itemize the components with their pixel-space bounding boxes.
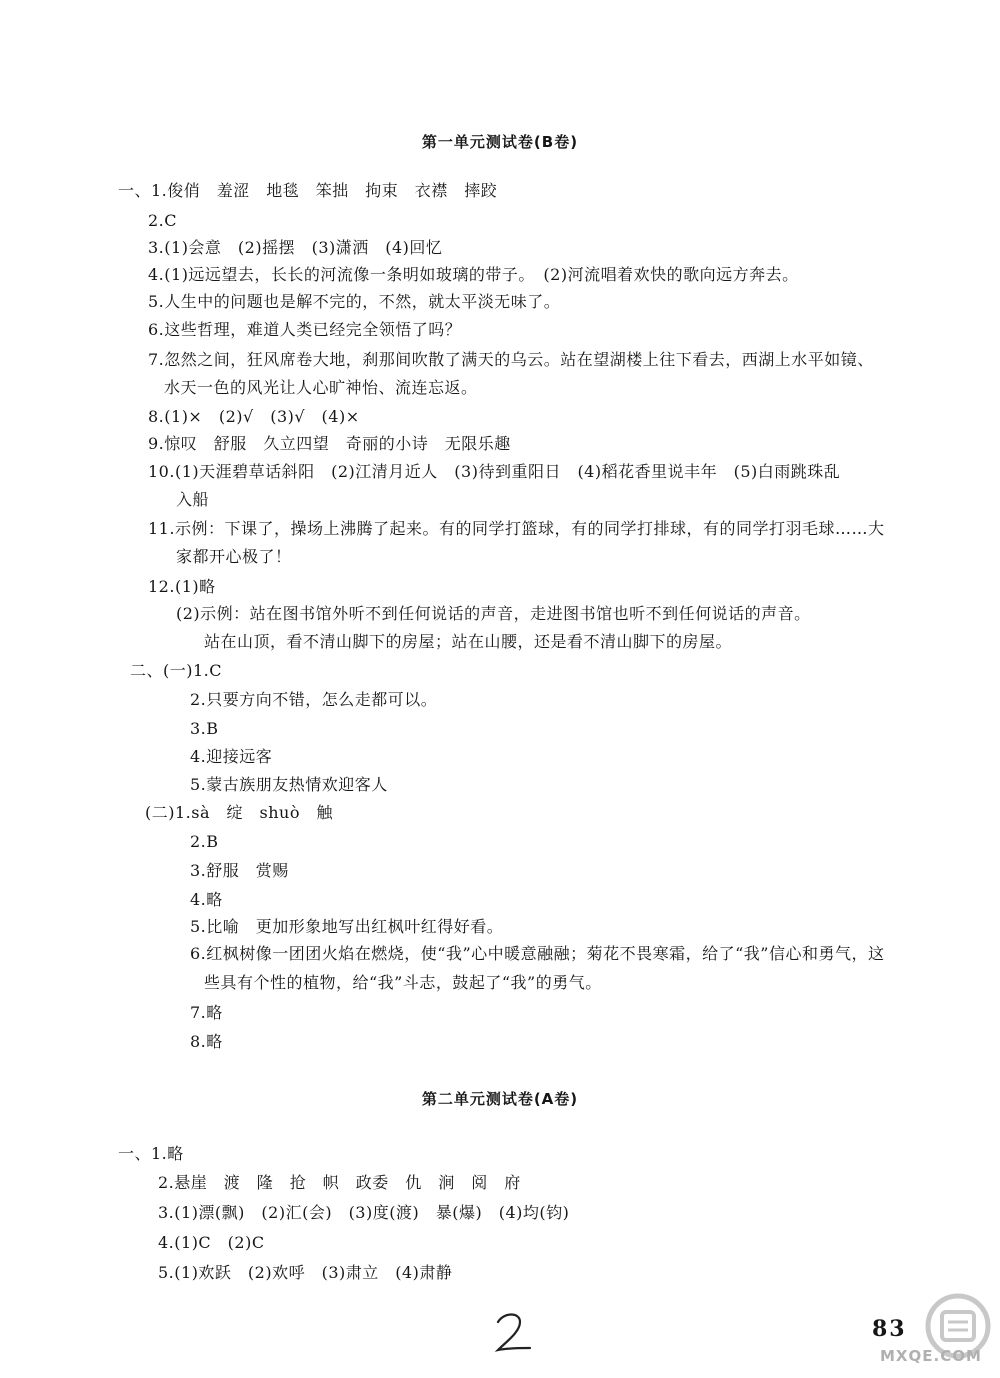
page-number: 83 xyxy=(872,1316,907,1342)
s1-line-11: 11.示例：下课了，操场上沸腾了起来。有的同学打篮球，有的同学打排球，有的同学打羽毛球……大 xyxy=(148,519,885,538)
s1-part2b-line-8: 8.略 xyxy=(190,1032,223,1051)
s2-line-2: 2.悬崖 渡 隆 抢 帜 政委 仇 涧 阅 府 xyxy=(158,1173,521,1192)
s1-part2b-line-1: (二)1.sà 绽 shuò 触 xyxy=(145,803,333,822)
s1-line-5: 5.人生中的问题也是解不完的，不然，就太平淡无味了。 xyxy=(148,292,561,311)
s1-line-3: 3.(1)会意 (2)摇摆 (3)潇洒 (4)回忆 xyxy=(148,238,443,257)
s2-line-1: 一、1.略 xyxy=(118,1144,184,1163)
section-1-title: 第一单元测试卷(B卷) xyxy=(421,133,579,151)
s1-line-10-cont: 入船 xyxy=(176,490,210,509)
section-2-title: 第二单元测试卷(A卷) xyxy=(421,1090,579,1108)
s1-line-2: 2.C xyxy=(148,211,178,230)
watermark-site-text: MXQE.COM xyxy=(880,1347,982,1365)
s1-part2-line-2: 2.只要方向不错，怎么走都可以。 xyxy=(190,690,438,709)
s1-part2b-line-4: 4.略 xyxy=(190,890,223,909)
s2-line-4: 4.(1)C (2)C xyxy=(158,1233,265,1252)
s1-line-4: 4.(1)远远望去，长长的河流像一条明如玻璃的带子。 (2)河流唱着欢快的歌向远方奔去。 xyxy=(148,265,799,284)
s1-part2b-line-5: 5.比喻 更加形象地写出红枫叶红得好看。 xyxy=(190,917,504,936)
s1-line-12-2-cont: 站在山顶，看不清山脚下的房屋；站在山腰，还是看不清山脚下的房屋。 xyxy=(204,632,733,651)
s1-line-8: 8.(1)× (2)√ (3)√ (4)× xyxy=(148,407,360,426)
handwritten-mark xyxy=(488,1308,538,1358)
s1-part2b-line-6-cont: 些具有个性的植物，给“我”斗志，鼓起了“我”的勇气。 xyxy=(204,973,602,992)
s1-part2-line-5: 5.蒙古族朋友热情欢迎客人 xyxy=(190,775,388,794)
s1-line-11-cont: 家都开心极了！ xyxy=(176,547,292,566)
s1-part2b-line-2: 2.B xyxy=(190,832,219,851)
s1-line-12: 12.(1)略 xyxy=(148,577,216,596)
s2-line-3: 3.(1)漂(飘) (2)汇(会) (3)度(渡) 暴(爆) (4)均(钧) xyxy=(158,1203,570,1222)
s1-line-7: 7.忽然之间，狂风席卷大地，刹那间吹散了满天的乌云。站在望湖楼上往下看去，西湖上水平如镜、 xyxy=(148,350,874,369)
s1-part2b-line-7: 7.略 xyxy=(190,1003,223,1022)
s1-part2b-line-6: 6.红枫树像一团团火焰在燃烧，使“我”心中暖意融融；菊花不畏寒霜，给了“我”信心和勇气，这 xyxy=(190,944,885,963)
s1-line-1: 一、1.俊俏 羞涩 地毯 笨拙 拘束 衣襟 摔跤 xyxy=(118,181,498,200)
s1-line-12-2: (2)示例：站在图书馆外听不到任何说话的声音，走进图书馆也听不到任何说话的声音。 xyxy=(176,604,811,623)
s1-line-9: 9.惊叹 舒服 久立四望 奇丽的小诗 无限乐趣 xyxy=(148,434,511,453)
s1-part2-line-4: 4.迎接远客 xyxy=(190,747,273,766)
s1-line-10: 10.(1)天涯碧草话斜阳 (2)江清月近人 (3)待到重阳日 (4)稻花香里说丰年 (5)白雨跳珠乱 xyxy=(148,462,841,481)
s2-line-5: 5.(1)欢跃 (2)欢呼 (3)肃立 (4)肃静 xyxy=(158,1263,453,1282)
s1-part2-line-3: 3.B xyxy=(190,719,219,738)
s1-part2-line-1: 二、(一)1.C xyxy=(130,661,222,680)
s1-line-6: 6.这些哲理，难道人类已经完全领悟了吗？ xyxy=(148,320,462,339)
s1-line-7-cont: 水天一色的风光让人心旷神怡、流连忘返。 xyxy=(164,378,478,397)
s1-part2b-line-3: 3.舒服 赏赐 xyxy=(190,861,289,880)
